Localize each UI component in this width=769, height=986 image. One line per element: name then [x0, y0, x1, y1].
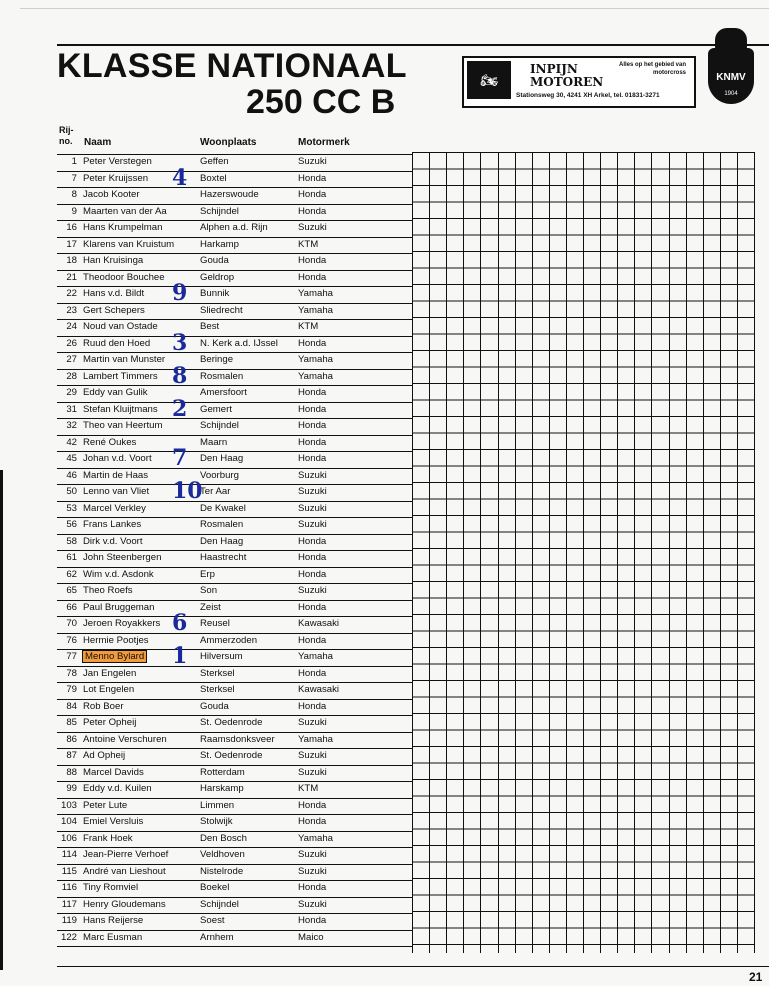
rider-city: Rosmalen	[200, 370, 244, 382]
rider-city: Rosmalen	[200, 519, 244, 530]
rider-number: 31	[66, 403, 77, 415]
rider-number: 84	[66, 700, 77, 712]
rider-city: Haastrecht	[200, 552, 247, 563]
rider-name: Frank Hoek	[83, 832, 133, 844]
rider-make: Honda	[298, 667, 327, 679]
rider-number: 42	[66, 436, 77, 448]
rider-name: Theodoor Bouchee	[83, 271, 165, 283]
rider-city: Hilversum	[200, 651, 243, 662]
rider-make: Honda	[298, 255, 327, 266]
rider-name: Peter Kruijssen	[83, 172, 149, 184]
rider-name: Rob Boer	[83, 700, 124, 712]
rider-number: 104	[60, 816, 77, 827]
rider-make: KTM	[298, 783, 319, 794]
rider-name: Lenno van Vliet	[83, 486, 150, 497]
sponsor-ad	[462, 56, 696, 108]
rider-city: Den Haag	[200, 453, 244, 464]
rider-name: Dirk v.d. Voort	[83, 535, 143, 547]
handwritten-position: 4	[172, 164, 188, 191]
rider-number: 116	[61, 882, 77, 893]
rider-name: Eddy v.d. Kuilen	[83, 783, 152, 794]
rider-make: Maico	[298, 931, 324, 943]
crest-year: 1904	[724, 91, 738, 97]
rider-number: 65	[66, 585, 77, 596]
rider-number: 9	[71, 205, 77, 217]
rider-name: Jeroen Royakkers	[83, 618, 161, 629]
rider-city: Stolwijk	[200, 816, 233, 827]
rider-name: Antoine Verschuren	[83, 733, 167, 745]
rider-make: Suzuki	[298, 519, 327, 530]
rider-name: Hermie Pootjes	[83, 634, 149, 646]
rider-city: St. Oedenrode	[200, 750, 263, 761]
rider-city: Schijndel	[200, 205, 239, 217]
top-rule	[20, 8, 769, 9]
rider-name: Martin van Munster	[83, 354, 166, 365]
rider-number: 24	[66, 321, 77, 332]
table-top-rule	[57, 154, 412, 155]
rider-number: 8	[71, 189, 77, 200]
rider-make: Honda	[298, 568, 327, 580]
rider-name: Ruud den Hoed	[83, 337, 151, 349]
rider-make: Honda	[298, 436, 327, 448]
rider-city: Harskamp	[200, 783, 244, 794]
rider-city: N. Kerk a.d. IJssel	[200, 337, 278, 349]
rider-make: Honda	[298, 634, 327, 646]
rider-number: 18	[66, 255, 77, 266]
rider-name: Klarens van Kruistum	[83, 238, 175, 250]
rider-city: Nistelrode	[200, 865, 244, 877]
rider-city: Gemert	[200, 403, 232, 415]
rider-number: 115	[61, 865, 77, 877]
rider-name: Lambert Timmers	[83, 370, 158, 382]
rider-make: Yamaha	[298, 354, 334, 365]
rider-name: Noud van Ostade	[83, 321, 158, 332]
rider-make: Suzuki	[298, 156, 327, 167]
rider-number: 45	[66, 453, 77, 464]
rider-make: Honda	[298, 552, 327, 563]
rider-number: 17	[66, 238, 77, 250]
handwritten-position: 2	[172, 395, 188, 422]
rider-number: 76	[66, 634, 77, 646]
rider-make: Honda	[298, 535, 327, 547]
rider-name: Theo Roefs	[83, 585, 133, 596]
rider-city: Veldhoven	[200, 849, 245, 860]
rider-name: Peter Lute	[83, 799, 128, 811]
rider-make: Honda	[298, 271, 327, 283]
rider-number: 122	[60, 931, 77, 943]
rider-make: Suzuki	[298, 865, 327, 877]
col-header-name: Naam	[84, 137, 112, 148]
rider-make: Yamaha	[298, 288, 334, 299]
rider-number: 22	[66, 288, 77, 299]
rider-make: Kawasaki	[298, 618, 340, 629]
rider-make: Honda	[298, 700, 327, 712]
rider-city: Gouda	[200, 700, 229, 712]
col-header-city: Woonplaats	[200, 137, 257, 148]
handwritten-position: 10	[172, 478, 203, 504]
rider-number: 23	[66, 304, 77, 316]
rider-number: 117	[61, 898, 77, 910]
rider-city: Bunnik	[200, 288, 230, 299]
rider-city: Voorburg	[200, 469, 239, 481]
score-grid	[412, 152, 755, 953]
rider-city: Schijndel	[200, 420, 239, 431]
rider-name: Hans v.d. Bildt	[83, 288, 145, 299]
rider-make: Honda	[298, 882, 327, 893]
page-title: KLASSE NATIONAAL	[57, 47, 407, 85]
rider-make: Honda	[298, 172, 327, 184]
rider-number: 21	[66, 271, 77, 283]
rider-city: Harkamp	[200, 238, 239, 250]
ad-brand-line1: INPIJN	[530, 62, 578, 76]
rider-name: Hans Krumpelman	[83, 222, 163, 233]
col-header-make: Motormerk	[298, 137, 350, 148]
rider-name: Stefan Kluijtmans	[83, 403, 158, 415]
rider-city: Raamsdonksveer	[200, 733, 275, 745]
rider-make: Honda	[298, 915, 327, 926]
rider-make: Suzuki	[298, 750, 327, 761]
rider-city: Den Haag	[200, 535, 244, 547]
knmv-crest-icon	[704, 28, 758, 106]
rider-name: Henry Gloudemans	[83, 898, 166, 910]
rider-name: André van Lieshout	[83, 865, 166, 877]
rider-city: Boxtel	[200, 172, 227, 184]
rider-city: Sliedrecht	[200, 304, 243, 316]
handwritten-position: 8	[172, 362, 188, 389]
rider-name: Paul Bruggeman	[83, 601, 155, 613]
rider-number: 32	[66, 420, 77, 431]
rider-name: Peter Opheij	[83, 717, 137, 728]
highlight-marker: Menno Bylard	[85, 651, 145, 662]
rider-name: Peter Verstegen	[83, 156, 152, 167]
rider-city: De Kwakel	[200, 502, 246, 514]
rider-number: 58	[66, 535, 77, 547]
rider-city: Maarn	[200, 436, 228, 448]
ad-tagline: Alles op het gebied van motorcross	[618, 62, 686, 76]
rider-number: 87	[66, 750, 77, 761]
handwritten-position: 9	[172, 280, 188, 306]
rider-name: Lot Engelen	[83, 684, 135, 695]
ad-brand-line2: MOTOREN	[530, 75, 604, 89]
rider-city: Zeist	[200, 601, 221, 613]
row-rule	[57, 946, 412, 947]
rider-name	[83, 649, 146, 666]
rider-city: Arnhem	[200, 931, 234, 943]
rider-make: Honda	[298, 387, 327, 398]
rider-make: Honda	[298, 420, 327, 431]
rider-number: 27	[66, 354, 77, 365]
rider-name: Emiel Versluis	[83, 816, 144, 827]
col-header-nr-line1: Rij-	[59, 125, 74, 135]
rider-city: Reusel	[200, 618, 230, 629]
rider-name: René Oukes	[83, 436, 137, 448]
rider-name: Maarten van der Aa	[83, 205, 167, 217]
rider-city: Boekel	[200, 882, 230, 893]
rider-make: Yamaha	[298, 370, 334, 382]
rider-number: 114	[61, 849, 77, 860]
page-edge-bar	[0, 470, 3, 970]
rider-number: 56	[66, 519, 77, 530]
rider-number: 28	[66, 370, 77, 382]
rider-make: Honda	[298, 799, 327, 811]
rider-make: Honda	[298, 205, 327, 217]
page-number: 21	[749, 970, 763, 984]
rider-number: 88	[66, 766, 77, 778]
motorcycle-icon: 🏍	[467, 61, 511, 99]
rider-make: Yamaha	[298, 733, 334, 745]
rider-city: Rotterdam	[200, 766, 245, 778]
rider-city: Limmen	[200, 799, 235, 811]
shield-icon	[708, 48, 754, 104]
rider-city: St. Oedenrode	[200, 717, 263, 728]
ad-address: Stationsweg 30, 4241 XH Arkel, tel. 01831-3271	[516, 92, 660, 99]
rider-name: Johan v.d. Voort	[83, 453, 152, 464]
rider-number: 77	[66, 651, 77, 662]
rider-make: Suzuki	[298, 898, 327, 910]
rider-number: 85	[66, 717, 77, 728]
rider-name: Gert Schepers	[83, 304, 145, 316]
rider-name: Jean-Pierre Verhoef	[83, 849, 169, 860]
rider-number: 99	[66, 783, 77, 794]
handwritten-position: 3	[172, 329, 188, 356]
rider-number: 16	[66, 222, 77, 233]
rider-name: Han Kruisinga	[83, 255, 144, 266]
rider-city: Ter Aar	[200, 486, 231, 497]
handwritten-position: 6	[172, 610, 188, 636]
rider-name: Martin de Haas	[83, 469, 149, 481]
rider-make: Suzuki	[298, 717, 327, 728]
rider-city: Sterksel	[200, 684, 235, 695]
rider-name: Tiny Romviel	[83, 882, 139, 893]
rider-make: Suzuki	[298, 469, 327, 481]
rider-city: Amersfoort	[200, 387, 247, 398]
rider-city: Soest	[200, 915, 225, 926]
rider-city: Best	[200, 321, 220, 332]
rider-number: 103	[60, 799, 77, 811]
rider-name: Theo van Heertum	[83, 420, 163, 431]
rider-number: 119	[61, 915, 77, 926]
rider-city: Alphen a.d. Rijn	[200, 222, 268, 233]
rider-make: Honda	[298, 601, 327, 613]
rider-number: 61	[66, 552, 77, 563]
rider-number: 78	[66, 667, 77, 679]
rider-city: Den Bosch	[200, 832, 247, 844]
rider-city: Schijndel	[200, 898, 239, 910]
page-subtitle: 250 CC B	[246, 83, 396, 121]
rider-number: 86	[66, 733, 77, 745]
rider-make: Honda	[298, 403, 327, 415]
rider-number: 66	[66, 601, 77, 613]
crest-label: KNMV	[716, 72, 746, 83]
rider-city: Sterksel	[200, 667, 235, 679]
rider-number: 62	[66, 568, 77, 580]
handwritten-position: 1	[172, 643, 188, 669]
rider-city: Geffen	[200, 156, 229, 167]
rider-name: Marcel Davids	[83, 766, 144, 778]
crown-icon	[715, 28, 747, 50]
rider-make: Yamaha	[298, 832, 334, 844]
rider-city: Beringe	[200, 354, 234, 365]
rider-number: 29	[66, 387, 77, 398]
rider-make: Suzuki	[298, 502, 327, 514]
col-header-nr-line2: no.	[59, 136, 73, 146]
rider-name: Ad Opheij	[83, 750, 126, 761]
rider-make: Honda	[298, 337, 327, 349]
col-header-nr	[59, 125, 74, 147]
rider-city: Geldrop	[200, 271, 235, 283]
rider-number: 1	[71, 156, 77, 167]
rider-make: KTM	[298, 321, 319, 332]
rider-city: Gouda	[200, 255, 229, 266]
rider-number: 79	[66, 684, 77, 695]
rider-name: Marc Eusman	[83, 931, 143, 943]
rider-city: Hazerswoude	[200, 189, 259, 200]
rider-make: KTM	[298, 238, 319, 250]
rider-make: Honda	[298, 189, 327, 200]
rider-name: Marcel Verkley	[83, 502, 146, 514]
rider-make: Suzuki	[298, 486, 327, 497]
rider-number: 53	[66, 502, 77, 514]
footer-rule	[57, 966, 769, 967]
rider-number: 46	[66, 469, 77, 481]
rider-make: Honda	[298, 453, 327, 464]
rider-number: 7	[71, 172, 77, 184]
rider-number: 70	[66, 618, 77, 629]
rider-name: Jacob Kooter	[83, 189, 140, 200]
rider-city: Son	[200, 585, 218, 596]
rider-name: Eddy van Gulik	[83, 387, 148, 398]
rider-make: Suzuki	[298, 585, 327, 596]
rider-make: Yamaha	[298, 651, 334, 662]
rider-city: Ammerzoden	[200, 634, 258, 646]
rider-number: 106	[60, 832, 77, 844]
rider-make: Suzuki	[298, 766, 327, 778]
header-rule	[57, 44, 769, 46]
rider-make: Suzuki	[298, 222, 327, 233]
rider-make: Yamaha	[298, 304, 334, 316]
rider-name: Wim v.d. Asdonk	[83, 568, 154, 580]
rider-name: Frans Lankes	[83, 519, 142, 530]
rider-name: John Steenbergen	[83, 552, 162, 563]
rider-number: 26	[66, 337, 77, 349]
ad-brand	[530, 63, 603, 89]
rider-name: Hans Reijerse	[83, 915, 144, 926]
rider-make: Suzuki	[298, 849, 327, 860]
rider-name: Jan Engelen	[83, 667, 137, 679]
rider-number: 50	[66, 486, 77, 497]
rider-make: Honda	[298, 816, 327, 827]
rider-city: Erp	[200, 568, 215, 580]
handwritten-position: 7	[172, 445, 188, 471]
rider-make: Kawasaki	[298, 684, 340, 695]
